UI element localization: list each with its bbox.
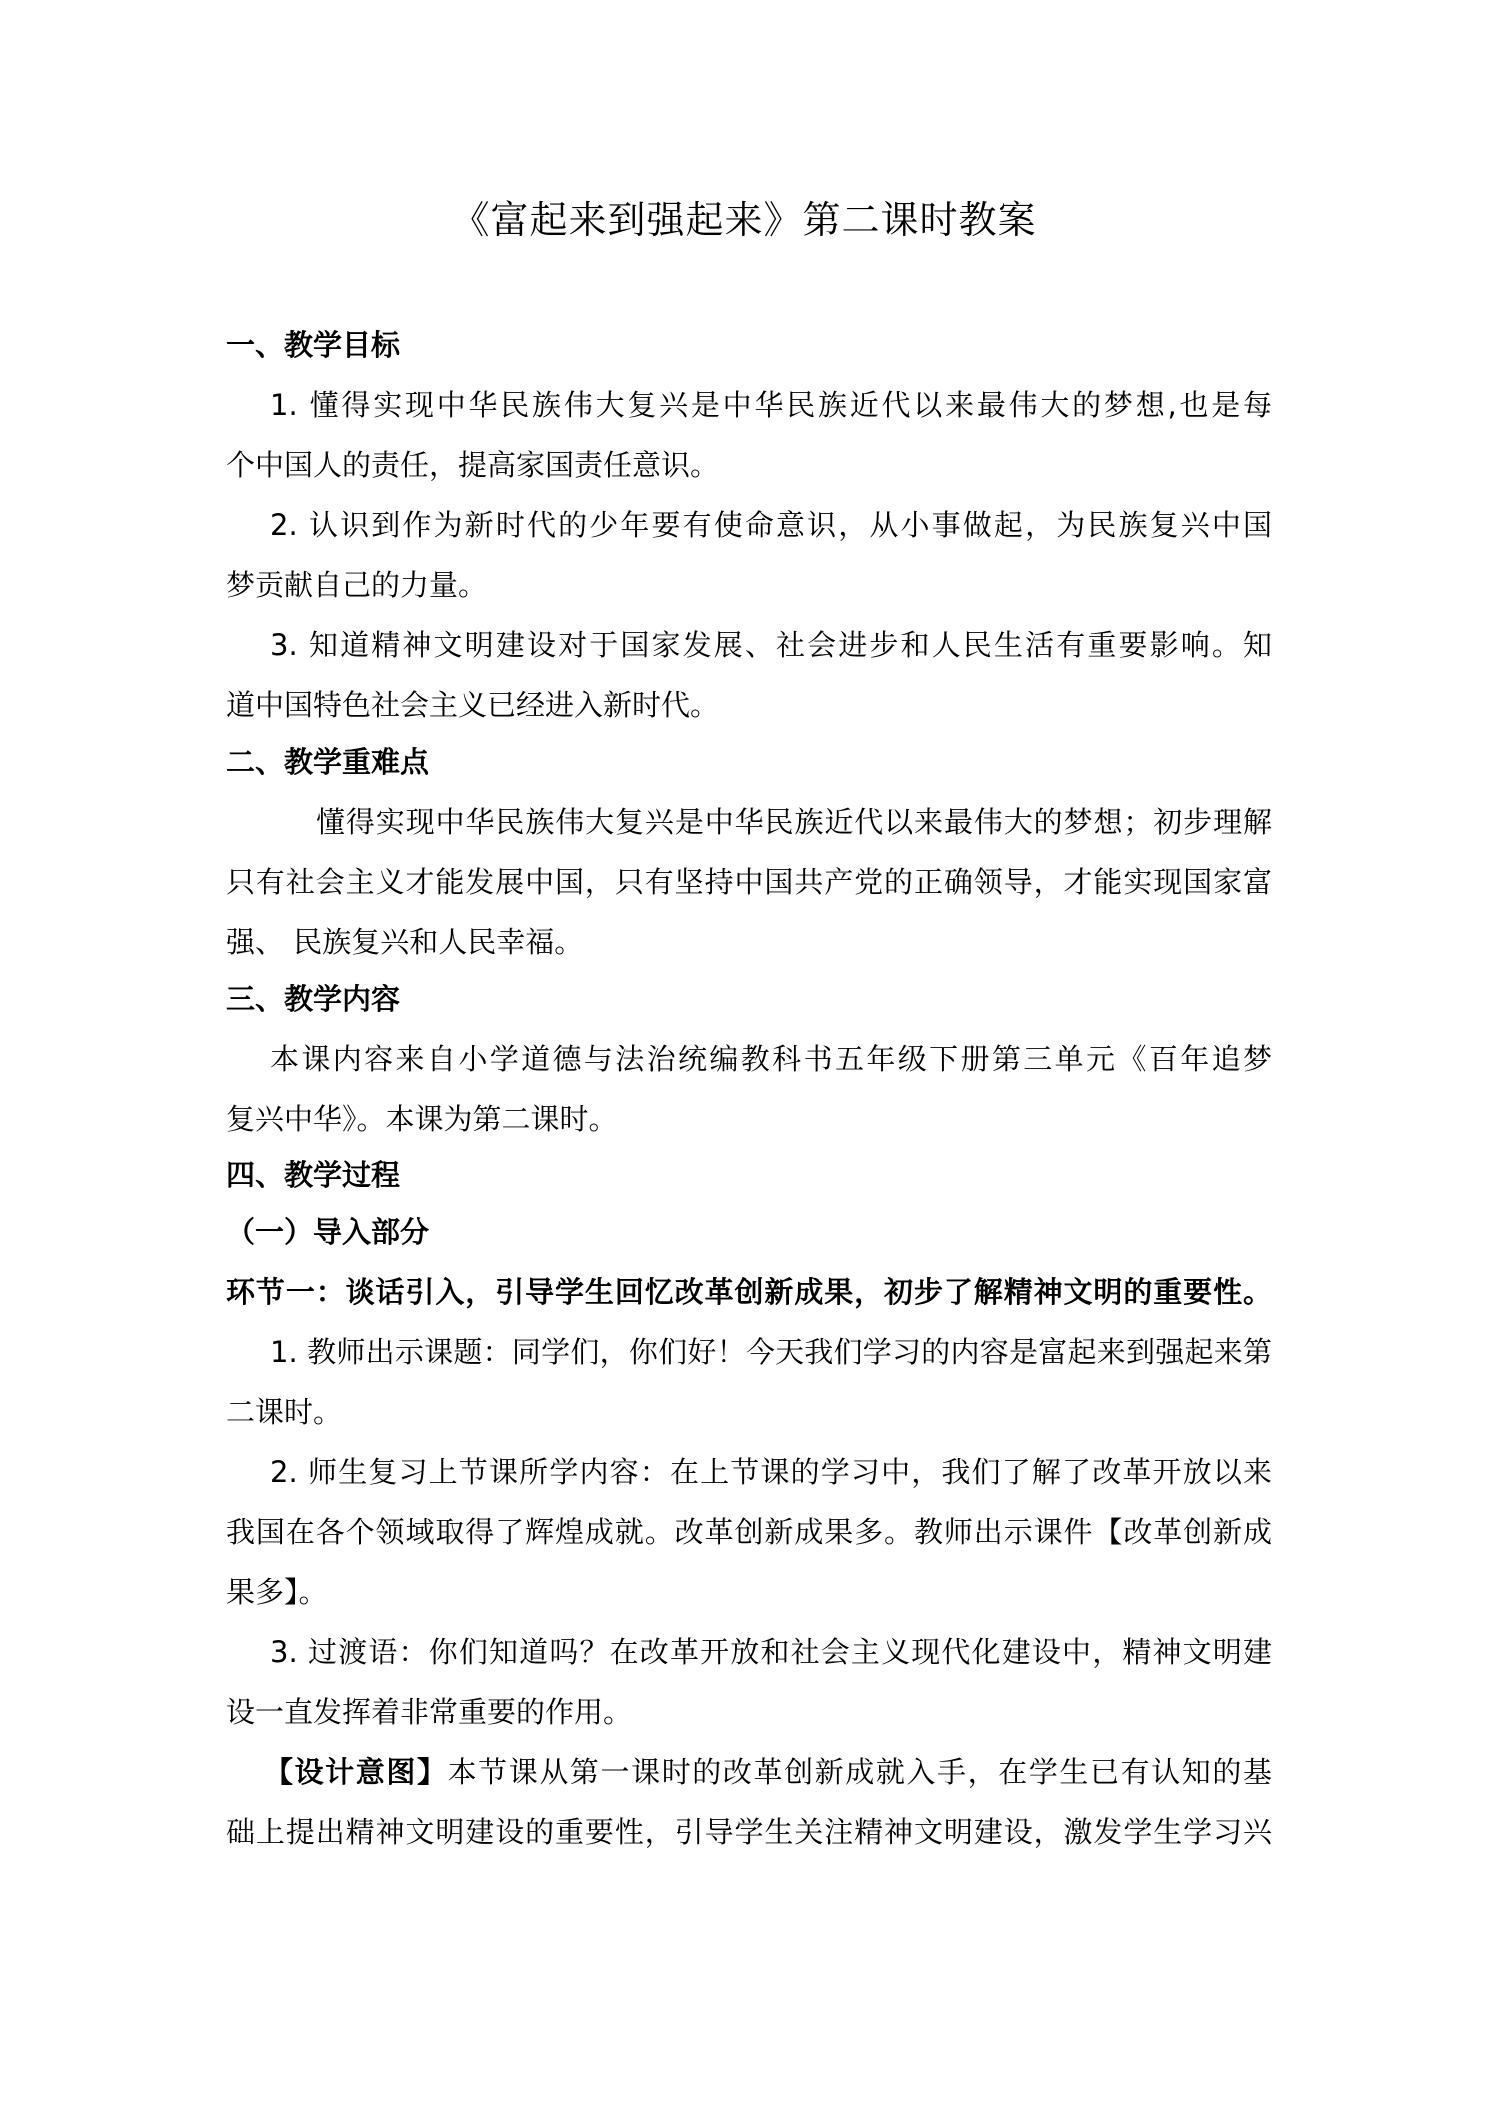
process-para-1-line-1: 1. 教师出示课题：同学们，你们好！今天我们学习的内容是富起来到强起来第 (270, 1335, 1272, 1369)
subsection-heading-intro: （一）导入部分 (226, 1215, 430, 1249)
document-title: 《富起来到强起来》第二课时教案 (451, 198, 1037, 242)
section-heading-key-points: 二、教学重难点 (226, 745, 430, 779)
design-intent-line-1 (264, 1752, 1272, 1792)
process-para-3-line-1: 3. 过渡语：你们知道吗？在改革开放和社会主义现代化建设中，精神文明建 (270, 1635, 1272, 1669)
objective-2-line-2: 梦贡献自己的力量。 (226, 568, 488, 602)
objective-1-line-2: 个中国人的责任，提高家国责任意识。 (226, 448, 720, 482)
objective-2-line-1: 2. 认识到作为新时代的少年要有使命意识，从小事做起，为民族复兴中国 (270, 508, 1272, 542)
content-line-2: 复兴中华》。本课为第二课时。 (226, 1102, 618, 1136)
process-para-2-line-3: 果多】。 (226, 1575, 328, 1609)
section-heading-process: 四、教学过程 (226, 1158, 401, 1192)
process-para-2-line-1: 2. 师生复习上节课所学内容：在上节课的学习中，我们了解了改革开放以来 (270, 1455, 1272, 1489)
design-intent-line-2: 础上提出精神文明建设的重要性，引导学生关注精神文明建设，激发学生学习兴 (226, 1815, 1272, 1849)
objective-1-line-1: 1. 懂得实现中华民族伟大复兴是中华民族近代以来最伟大的梦想,也是每 (270, 388, 1272, 422)
process-para-3-line-2: 设一直发挥着非常重要的作用。 (226, 1695, 633, 1729)
objective-3-line-2: 道中国特色社会主义已经进入新时代。 (226, 688, 720, 722)
section-heading-objectives: 一、教学目标 (226, 328, 401, 362)
design-intent-label: 【设计意图】 (264, 1755, 448, 1789)
content-line-1: 本课内容来自小学道德与法治统编教科书五年级下册第三单元《百年追梦 (270, 1042, 1272, 1076)
process-para-2-line-2: 我国在各个领域取得了辉煌成就。改革创新成果多。教师出示课件【改革创新成 (226, 1515, 1272, 1549)
process-para-1-line-2: 二课时。 (226, 1395, 343, 1429)
key-points-line-3: 强、 民族复兴和人民幸福。 (226, 925, 584, 959)
key-points-line-2: 只有社会主义才能发展中国，只有坚持中国共产党的正确领导，才能实现国家富 (226, 865, 1272, 899)
section-heading-content: 三、教学内容 (226, 982, 401, 1016)
step-1-heading: 环节一：谈话引入，引导学生回忆改革创新成果，初步了解精神文明的重要性。 (226, 1275, 1272, 1309)
design-intent-text: 本节课从第一课时的改革创新成就入手，在学生已有认知的基 (447, 1755, 1272, 1789)
objective-3-line-1: 3. 知道精神文明建设对于国家发展、社会进步和人民生活有重要影响。知 (270, 628, 1272, 662)
key-points-line-1: 懂得实现中华民族伟大复兴是中华民族近代以来最伟大的梦想；初步理解 (316, 805, 1272, 839)
